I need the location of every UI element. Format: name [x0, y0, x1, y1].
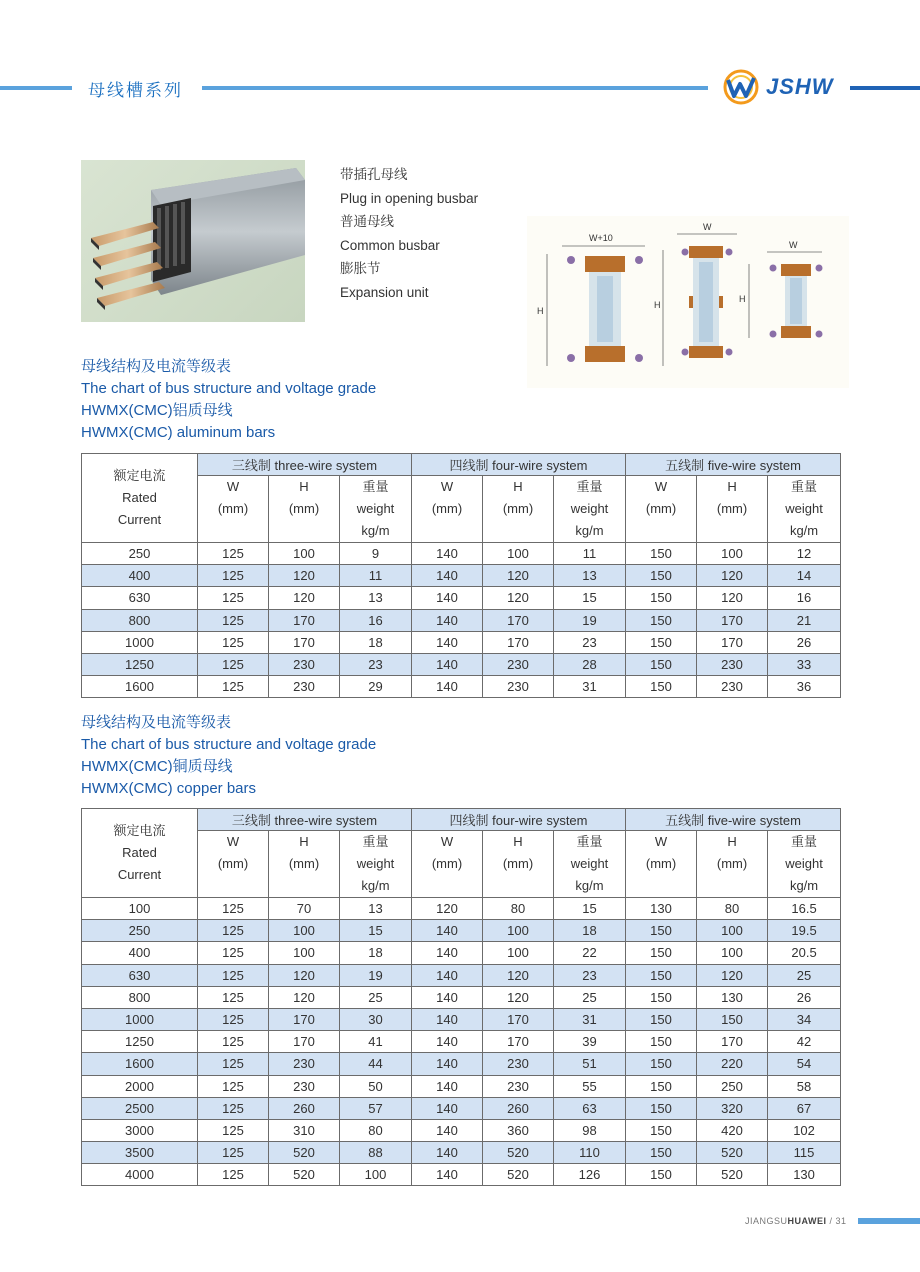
table-cell: 230 [269, 653, 340, 675]
table-cell: 58 [768, 1075, 841, 1097]
table-cell: 55 [554, 1075, 626, 1097]
table-cell: 150 [697, 1008, 768, 1030]
table-cell: 520 [269, 1164, 340, 1186]
legend-plug-in-en: Plug in opening busbar [340, 190, 479, 206]
five-weight-header: 重量 weight kg/m [768, 831, 841, 898]
table-cell: 120 [483, 565, 554, 587]
table-cell: 125 [198, 1008, 269, 1030]
table-cell: 125 [198, 1031, 269, 1053]
table-cell: 100 [340, 1164, 412, 1186]
table-cell: 120 [697, 964, 768, 986]
three-weight-header: 重量 weight kg/m [340, 476, 412, 543]
table-cell: 140 [412, 1142, 483, 1164]
table-cell: 16 [768, 587, 841, 609]
table-cell: 125 [198, 653, 269, 675]
logo-emblem-icon [722, 68, 760, 106]
dim-label-w3: W [789, 240, 798, 250]
table-cell: 1600 [82, 1053, 198, 1075]
table-cell: 30 [340, 1008, 412, 1030]
table-row [82, 565, 841, 587]
table-cell: 170 [483, 631, 554, 653]
three-w-header: W (mm) [198, 476, 269, 543]
copper-subtitle-cn: HWMX(CMC)铜质母线 [81, 758, 233, 775]
table-cell: 150 [626, 587, 697, 609]
table-cell: 22 [554, 942, 626, 964]
table-row [82, 920, 841, 942]
table-cell: 230 [483, 676, 554, 698]
table-cell: 150 [626, 942, 697, 964]
table-row [82, 1031, 841, 1053]
table-cell: 80 [340, 1119, 412, 1141]
table-cell: 3500 [82, 1142, 198, 1164]
table-cell: 12 [768, 543, 841, 565]
table-cell: 125 [198, 1075, 269, 1097]
table-cell: 88 [340, 1142, 412, 1164]
table-row [82, 1008, 841, 1030]
table-cell: 170 [697, 1031, 768, 1053]
table-cell: 25 [340, 986, 412, 1008]
table-cell: 125 [198, 1097, 269, 1119]
table-cell: 39 [554, 1031, 626, 1053]
table-cell: 230 [269, 1075, 340, 1097]
rated-current-header: 额定电流 Rated Current [82, 454, 198, 543]
table-cell: 520 [697, 1164, 768, 1186]
table-cell: 170 [269, 1008, 340, 1030]
table-cell: 80 [697, 898, 768, 920]
table-row [82, 964, 841, 986]
table-cell: 400 [82, 565, 198, 587]
table-cell: 4000 [82, 1164, 198, 1186]
dim-label-h2: H [654, 300, 661, 310]
table-cell: 125 [198, 631, 269, 653]
cross-section-diagram [527, 216, 849, 388]
five-weight-header: 重量 weight kg/m [768, 476, 841, 543]
table-cell: 170 [269, 1031, 340, 1053]
table-cell: 102 [768, 1119, 841, 1141]
legend-common-en: Common busbar [340, 237, 440, 253]
table-cell: 54 [768, 1053, 841, 1075]
table-cell: 51 [554, 1053, 626, 1075]
table-row [82, 942, 841, 964]
table-cell: 630 [82, 587, 198, 609]
table-cell: 170 [483, 1031, 554, 1053]
table-cell: 16 [340, 609, 412, 631]
table-cell: 2000 [82, 1075, 198, 1097]
table-cell: 100 [483, 920, 554, 942]
table-cell: 29 [340, 676, 412, 698]
table-cell: 140 [412, 676, 483, 698]
table-cell: 130 [697, 986, 768, 1008]
table-cell: 15 [554, 898, 626, 920]
legend-expansion-en: Expansion unit [340, 284, 429, 300]
table-cell: 125 [198, 964, 269, 986]
table-cell: 140 [412, 1031, 483, 1053]
table-cell: 125 [198, 942, 269, 964]
table-cell: 125 [198, 676, 269, 698]
table-cell: 13 [340, 587, 412, 609]
brand-name: JSHW [766, 74, 834, 99]
table-cell: 126 [554, 1164, 626, 1186]
aluminum-title-en: The chart of bus structure and voltage grade [81, 380, 377, 397]
table-cell: 11 [554, 543, 626, 565]
table-cell: 140 [412, 631, 483, 653]
table-cell: 120 [269, 964, 340, 986]
table-cell: 140 [412, 1075, 483, 1097]
table-cell: 150 [626, 1119, 697, 1141]
table-cell: 120 [483, 587, 554, 609]
table-cell: 98 [554, 1119, 626, 1141]
table-cell: 140 [412, 565, 483, 587]
table-cell: 250 [697, 1075, 768, 1097]
table-cell: 140 [412, 1119, 483, 1141]
table-cell: 57 [340, 1097, 412, 1119]
table-cell: 31 [554, 676, 626, 698]
table-cell: 31 [554, 1008, 626, 1030]
table-cell: 25 [554, 986, 626, 1008]
table-row [82, 676, 841, 698]
table-row [82, 986, 841, 1008]
table-cell: 170 [269, 609, 340, 631]
table-cell: 150 [626, 543, 697, 565]
table-cell: 150 [626, 609, 697, 631]
table-cell: 140 [412, 964, 483, 986]
table-cell: 520 [483, 1142, 554, 1164]
table-cell: 1000 [82, 1008, 198, 1030]
table-cell: 230 [697, 676, 768, 698]
brand-logo [722, 68, 842, 106]
table-cell: 230 [269, 676, 340, 698]
table-cell: 13 [340, 898, 412, 920]
copper-section-heading [81, 712, 376, 800]
table-cell: 360 [483, 1119, 554, 1141]
table-cell: 310 [269, 1119, 340, 1141]
table-cell: 18 [340, 942, 412, 964]
table-cell: 130 [768, 1164, 841, 1186]
table-cell: 3000 [82, 1119, 198, 1141]
table-cell: 125 [198, 1164, 269, 1186]
table-cell: 11 [340, 565, 412, 587]
product-legend [340, 163, 478, 305]
table-cell: 320 [697, 1097, 768, 1119]
table-cell: 170 [269, 631, 340, 653]
header-rule-right [850, 86, 920, 90]
table-cell: 125 [198, 543, 269, 565]
table-cell: 13 [554, 565, 626, 587]
table-cell: 63 [554, 1097, 626, 1119]
three-h-header: H (mm) [269, 476, 340, 543]
four-w-header: W (mm) [412, 831, 483, 898]
table-cell: 15 [554, 587, 626, 609]
table-cell: 100 [269, 920, 340, 942]
table-row [82, 1053, 841, 1075]
table-cell: 150 [626, 1008, 697, 1030]
table-cell: 120 [697, 565, 768, 587]
table-cell: 41 [340, 1031, 412, 1053]
three-wire-system-header: 三线制 three-wire system [198, 454, 412, 476]
table-cell: 120 [269, 986, 340, 1008]
footer-company-prefix: JIANGSU [745, 1216, 788, 1226]
table-cell: 250 [82, 920, 198, 942]
table-cell: 1250 [82, 1031, 198, 1053]
table-cell: 150 [626, 1142, 697, 1164]
table-cell: 260 [483, 1097, 554, 1119]
table-row [82, 631, 841, 653]
table-cell: 120 [483, 986, 554, 1008]
table-cell: 130 [626, 898, 697, 920]
table-cell: 44 [340, 1053, 412, 1075]
table-cell: 42 [768, 1031, 841, 1053]
copper-subtitle-en: HWMX(CMC) copper bars [81, 780, 257, 797]
table-cell: 28 [554, 653, 626, 675]
table-cell: 140 [412, 543, 483, 565]
table-row [82, 898, 841, 920]
table-cell: 800 [82, 609, 198, 631]
table-cell: 1250 [82, 653, 198, 675]
footer-company-name: HUAWEI [787, 1216, 827, 1226]
table-cell: 230 [483, 653, 554, 675]
table-cell: 150 [626, 565, 697, 587]
table-cell: 140 [412, 587, 483, 609]
dim-label-w2: W [703, 222, 712, 232]
table-cell: 140 [412, 920, 483, 942]
dim-label-w10: W+10 [589, 233, 613, 243]
table-cell: 800 [82, 986, 198, 1008]
table-cell: 140 [412, 1097, 483, 1119]
three-w-header: W (mm) [198, 831, 269, 898]
table-cell: 630 [82, 964, 198, 986]
table-cell: 230 [483, 1053, 554, 1075]
five-w-header: W (mm) [626, 831, 697, 898]
table-cell: 23 [340, 653, 412, 675]
table-cell: 140 [412, 1164, 483, 1186]
table-cell: 18 [340, 631, 412, 653]
three-h-header: H (mm) [269, 831, 340, 898]
table-cell: 140 [412, 653, 483, 675]
four-h-header: H (mm) [483, 831, 554, 898]
three-wire-system-header: 三线制 three-wire system [198, 809, 412, 831]
footer-rule [858, 1218, 920, 1224]
page-footer [745, 1216, 847, 1226]
aluminum-subtitle-cn: HWMX(CMC)铝质母线 [81, 402, 233, 419]
table-row [82, 653, 841, 675]
table-cell: 80 [483, 898, 554, 920]
table-cell: 150 [626, 1097, 697, 1119]
table-cell: 150 [626, 1031, 697, 1053]
four-w-header: W (mm) [412, 476, 483, 543]
table-cell: 1600 [82, 676, 198, 698]
rated-current-header: 额定电流 Rated Current [82, 809, 198, 898]
table-row [82, 1164, 841, 1186]
table-cell: 520 [697, 1142, 768, 1164]
table-cell: 67 [768, 1097, 841, 1119]
table-cell: 15 [340, 920, 412, 942]
table-cell: 170 [697, 631, 768, 653]
table-cell: 1000 [82, 631, 198, 653]
table-cell: 520 [269, 1142, 340, 1164]
table-cell: 230 [269, 1053, 340, 1075]
table-cell: 125 [198, 609, 269, 631]
table-cell: 100 [697, 942, 768, 964]
aluminum-section-heading [81, 356, 376, 444]
table-cell: 140 [412, 1008, 483, 1030]
table-cell: 19.5 [768, 920, 841, 942]
table-cell: 36 [768, 676, 841, 698]
table-cell: 18 [554, 920, 626, 942]
table-cell: 50 [340, 1075, 412, 1097]
table-cell: 100 [269, 942, 340, 964]
legend-plug-in-cn: 带插孔母线 [340, 167, 408, 182]
table-cell: 125 [198, 587, 269, 609]
three-weight-header: 重量 weight kg/m [340, 831, 412, 898]
table-cell: 150 [626, 1053, 697, 1075]
table-cell: 125 [198, 1142, 269, 1164]
table-row [82, 609, 841, 631]
table-cell: 170 [483, 1008, 554, 1030]
table-cell: 170 [697, 609, 768, 631]
table-cell: 26 [768, 631, 841, 653]
table-cell: 70 [269, 898, 340, 920]
table-cell: 400 [82, 942, 198, 964]
table-cell: 125 [198, 898, 269, 920]
five-wire-system-header: 五线制 five-wire system [626, 454, 841, 476]
table-cell: 19 [340, 964, 412, 986]
table-cell: 120 [697, 587, 768, 609]
four-wire-system-header: 四线制 four-wire system [412, 454, 626, 476]
table-cell: 220 [697, 1053, 768, 1075]
table-cell: 21 [768, 609, 841, 631]
aluminum-subtitle-en: HWMX(CMC) aluminum bars [81, 424, 276, 441]
table-cell: 125 [198, 1053, 269, 1075]
table-cell: 100 [82, 898, 198, 920]
table-cell: 110 [554, 1142, 626, 1164]
table-row [82, 1142, 841, 1164]
table-cell: 100 [269, 543, 340, 565]
five-h-header: H (mm) [697, 476, 768, 543]
dim-label-h1: H [537, 306, 544, 316]
table-cell: 125 [198, 986, 269, 1008]
table-cell: 120 [269, 587, 340, 609]
table-cell: 140 [412, 942, 483, 964]
table-cell: 140 [412, 1053, 483, 1075]
table-cell: 34 [768, 1008, 841, 1030]
page-number: / 31 [829, 1216, 847, 1226]
table-cell: 125 [198, 1119, 269, 1141]
table-cell: 100 [697, 543, 768, 565]
copper-spec-table [81, 808, 841, 1186]
table-cell: 140 [412, 609, 483, 631]
table-cell: 120 [483, 964, 554, 986]
header-rule-middle [202, 86, 708, 90]
table-cell: 33 [768, 653, 841, 675]
aluminum-spec-table [81, 453, 841, 698]
copper-title-en: The chart of bus structure and voltage grade [81, 736, 377, 753]
copper-title-cn: 母线结构及电流等级表 [81, 714, 232, 731]
table-cell: 150 [626, 653, 697, 675]
table-cell: 23 [554, 631, 626, 653]
table-cell: 150 [626, 920, 697, 942]
table-row [82, 1119, 841, 1141]
table-cell: 9 [340, 543, 412, 565]
table-cell: 230 [483, 1075, 554, 1097]
table-cell: 260 [269, 1097, 340, 1119]
table-cell: 2500 [82, 1097, 198, 1119]
table-cell: 150 [626, 964, 697, 986]
table-cell: 120 [269, 565, 340, 587]
table-cell: 100 [483, 543, 554, 565]
table-cell: 140 [412, 986, 483, 1008]
table-cell: 150 [626, 631, 697, 653]
table-cell: 150 [626, 1164, 697, 1186]
table-cell: 250 [82, 543, 198, 565]
five-h-header: H (mm) [697, 831, 768, 898]
table-cell: 16.5 [768, 898, 841, 920]
table-row [82, 587, 841, 609]
table-cell: 115 [768, 1142, 841, 1164]
dim-label-h3: H [739, 294, 746, 304]
table-cell: 230 [697, 653, 768, 675]
table-cell: 170 [483, 609, 554, 631]
five-wire-system-header: 五线制 five-wire system [626, 809, 841, 831]
busbar-product-photo [81, 160, 305, 322]
table-cell: 23 [554, 964, 626, 986]
table-cell: 19 [554, 609, 626, 631]
table-cell: 150 [626, 1075, 697, 1097]
table-cell: 120 [412, 898, 483, 920]
table-cell: 520 [483, 1164, 554, 1186]
aluminum-title-cn: 母线结构及电流等级表 [81, 358, 232, 375]
five-w-header: W (mm) [626, 476, 697, 543]
table-cell: 420 [697, 1119, 768, 1141]
table-cell: 26 [768, 986, 841, 1008]
table-cell: 150 [626, 986, 697, 1008]
table-cell: 150 [626, 676, 697, 698]
table-cell: 125 [198, 920, 269, 942]
four-wire-system-header: 四线制 four-wire system [412, 809, 626, 831]
table-cell: 14 [768, 565, 841, 587]
table-cell: 20.5 [768, 942, 841, 964]
table-cell: 25 [768, 964, 841, 986]
legend-common-cn: 普通母线 [340, 214, 394, 230]
table-cell: 100 [697, 920, 768, 942]
four-weight-header: 重量 weight kg/m [554, 831, 626, 898]
legend-expansion-cn: 膨胀节 [340, 261, 381, 277]
table-row [82, 1097, 841, 1119]
four-weight-header: 重量 weight kg/m [554, 476, 626, 543]
table-row [82, 1075, 841, 1097]
page-section-title: 母线槽系列 [88, 81, 183, 100]
table-cell: 100 [483, 942, 554, 964]
header-rule-left [0, 86, 72, 90]
table-cell: 125 [198, 565, 269, 587]
table-row [82, 543, 841, 565]
four-h-header: H (mm) [483, 476, 554, 543]
